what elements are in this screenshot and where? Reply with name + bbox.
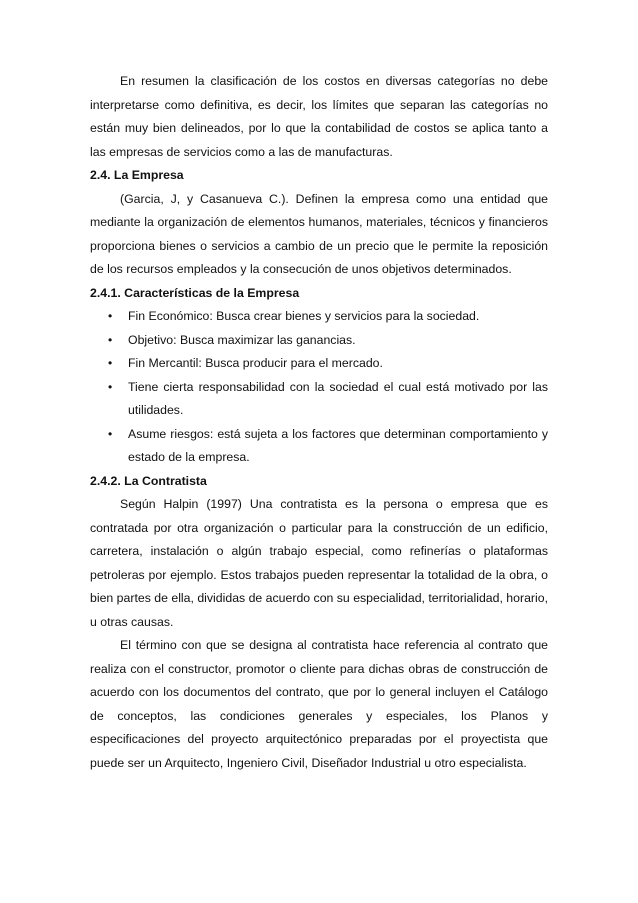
bullet-icon: • bbox=[108, 332, 113, 347]
heading-caracteristicas-empresa: 2.4.1. Características de la Empresa bbox=[90, 285, 300, 300]
list-item-text: Tiene cierta responsabilidad con la sociedad el cual está motivado por las utilidades. bbox=[128, 379, 548, 417]
list-item bbox=[90, 305, 548, 329]
paragraph-definicion-contratista: Según Halpin (1997) Una contratista es la persona o empresa que es contratada por otra organización o particular para la construcción de un edificio, carretera, instalación o algún trabajo especial, como refinerías o plataformas petroleras por ejemplo. Estos trabajos pueden representar la totalidad de la obra, o bien partes de ella, divididas de acuerdo con su especialidad, territorialidad, horario, u otras causas. bbox=[90, 497, 548, 629]
heading-la-contratista: 2.4.2. La Contratista bbox=[90, 473, 207, 488]
list-item bbox=[90, 376, 548, 423]
list-item-text: Asume riesgos: está sujeta a los factores que determinan comportamiento y estado de la empresa. bbox=[128, 426, 548, 464]
bullet-icon: • bbox=[108, 356, 113, 370]
bullet-icon: • bbox=[108, 309, 113, 323]
document-page bbox=[90, 70, 548, 775]
bullet-icon: • bbox=[108, 426, 113, 441]
list-item bbox=[90, 352, 548, 376]
caracteristicas-list bbox=[90, 305, 548, 470]
list-item-text: Objetivo: Busca maximizar las ganancias. bbox=[128, 332, 356, 347]
list-item-text: Fin Económico: Busca crear bienes y servicios para la sociedad. bbox=[128, 309, 480, 323]
list-item bbox=[90, 423, 548, 470]
list-item bbox=[90, 329, 548, 353]
paragraph-termino-contratista: El término con que se designa al contratista hace referencia al contrato que realiza con el constructor, promotor o cliente para dichas obras de construcción de acuerdo con los documentos del contrato, que por lo general incluyen el Catálogo de conceptos, las condiciones generales y especiales, los Planos y especificaciones del proyecto arquitectónico preparadas por el proyectista que puede ser un Arquitecto, Ingeniero Civil, Diseñador Industrial u otro especialista. bbox=[90, 638, 548, 770]
heading-la-empresa: 2.4. La Empresa bbox=[90, 168, 184, 182]
list-item-text: Fin Mercantil: Busca producir para el mercado. bbox=[128, 356, 383, 370]
paragraph-costos-clasificacion: En resumen la clasificación de los costos en diversas categorías no debe interpretarse como definitiva, es decir, los límites que separan las categorías no están muy bien delineados, por lo que la contabilidad de costos se aplica tanto a las empresas de servicios como a las de manufacturas. bbox=[90, 74, 548, 159]
paragraph-definicion-empresa: (Garcia, J, y Casanueva C.). Definen la empresa como una entidad que mediante la organización de elementos humanos, materiales, técnicos y financieros proporciona bienes o servicios a cambio de un precio que le permite la reposición de los recursos empleados y la consecución de unos objetivos determinados. bbox=[90, 191, 548, 276]
bullet-icon: • bbox=[108, 379, 113, 394]
